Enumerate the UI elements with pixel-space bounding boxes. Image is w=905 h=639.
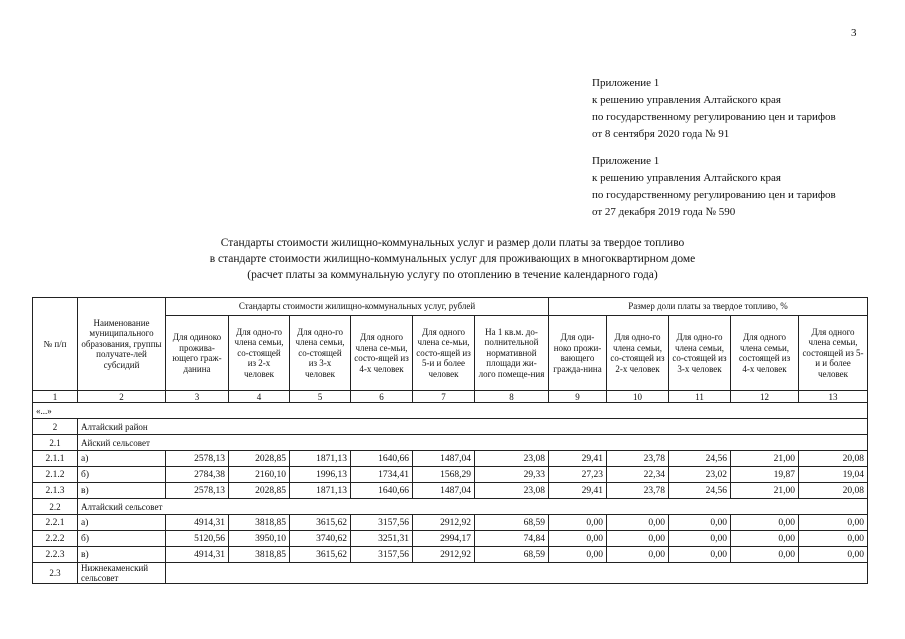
- group-name-cell: б): [78, 531, 166, 547]
- value-cell: 23,02: [669, 467, 731, 483]
- value-cell: 0,00: [607, 515, 669, 531]
- column-number-cell: 8: [475, 391, 549, 403]
- value-cell: 3157,56: [351, 515, 413, 531]
- appendix-line: к решению управления Алтайского края: [592, 94, 781, 106]
- value-cell: 3615,62: [290, 547, 351, 563]
- value-cell: 5120,56: [166, 531, 229, 547]
- table-row: [33, 451, 868, 467]
- header-subcolumn: Для одного члена се-мьи, состо-ящей из 4-х человек: [351, 316, 413, 391]
- value-cell: 3740,62: [290, 531, 351, 547]
- value-cell: 24,56: [669, 451, 731, 467]
- section-name-cell: Алтайский сельсовет: [78, 499, 868, 515]
- column-number-cell: 2: [78, 391, 166, 403]
- value-cell: 24,56: [669, 483, 731, 499]
- table-row: [33, 515, 868, 531]
- column-number-cell: 10: [607, 391, 669, 403]
- value-cell: 1871,13: [290, 451, 351, 467]
- header-subcolumn: На 1 кв.м. до-полнительной нормативной площади жи-лого помеще-ния: [475, 316, 549, 391]
- value-cell: 3615,62: [290, 515, 351, 531]
- section-row: [33, 435, 868, 451]
- appendix-line: Приложение 1: [592, 155, 660, 167]
- value-cell: 19,87: [731, 467, 799, 483]
- header-subcolumn: Для одного члена семьи, состоящей из 4-х человек: [731, 316, 799, 391]
- row-number-cell: 2.1.2: [33, 467, 78, 483]
- value-cell: 2994,17: [413, 531, 475, 547]
- row-number-cell: 2.2.1: [33, 515, 78, 531]
- column-number-cell: 11: [669, 391, 731, 403]
- empty-cell: [166, 563, 868, 584]
- value-cell: 0,00: [669, 531, 731, 547]
- appendix-header-current: [592, 75, 836, 143]
- value-cell: 21,00: [731, 451, 799, 467]
- value-cell: 0,00: [607, 531, 669, 547]
- row-number-cell: 2.2.3: [33, 547, 78, 563]
- value-cell: 29,41: [549, 483, 607, 499]
- value-cell: 0,00: [607, 547, 669, 563]
- header-subcolumn: Для одно-го члена семьи, со-стоящей из 2-х человек: [229, 316, 290, 391]
- page-number: 3: [851, 27, 857, 39]
- table-row: [33, 547, 868, 563]
- value-cell: 1734,41: [351, 467, 413, 483]
- section-row: [33, 563, 868, 584]
- value-cell: 22,34: [607, 467, 669, 483]
- header-subcolumn: Для оди-ноко прожи-вающего гражда-нина: [549, 316, 607, 391]
- column-number-cell: 4: [229, 391, 290, 403]
- document-title: [0, 235, 905, 283]
- value-cell: 20,08: [799, 483, 868, 499]
- value-cell: 0,00: [549, 547, 607, 563]
- value-cell: 0,00: [731, 531, 799, 547]
- value-cell: 2578,13: [166, 451, 229, 467]
- group-name-cell: б): [78, 467, 166, 483]
- section-name-cell: Айский сельсовет: [78, 435, 868, 451]
- value-cell: 0,00: [799, 547, 868, 563]
- value-cell: 4914,31: [166, 515, 229, 531]
- row-number-cell: 2.1.3: [33, 483, 78, 499]
- value-cell: 3818,85: [229, 547, 290, 563]
- value-cell: 74,84: [475, 531, 549, 547]
- group-name-cell: а): [78, 515, 166, 531]
- value-cell: 0,00: [731, 547, 799, 563]
- table-header-row: [33, 298, 868, 316]
- value-cell: 23,78: [607, 451, 669, 467]
- appendix-header-previous: [592, 153, 836, 221]
- value-cell: 0,00: [669, 547, 731, 563]
- header-group-share: Размер доли платы за твердое топливо, %: [549, 298, 868, 316]
- value-cell: 3157,56: [351, 547, 413, 563]
- column-number-cell: 6: [351, 391, 413, 403]
- value-cell: 0,00: [549, 515, 607, 531]
- value-cell: 68,59: [475, 515, 549, 531]
- value-cell: 2160,10: [229, 467, 290, 483]
- title-line: в стандарте стоимости жилищно-коммунальных услуг для проживающих в многоквартирном доме: [209, 253, 696, 265]
- value-cell: 20,08: [799, 451, 868, 467]
- table-column-number-row: [33, 391, 868, 403]
- title-line: Стандарты стоимости жилищно-коммунальных услуг и размер доли платы за твердое топливо: [220, 237, 685, 249]
- value-cell: 1871,13: [290, 483, 351, 499]
- header-col-num: № п/п: [33, 298, 78, 391]
- value-cell: 68,59: [475, 547, 549, 563]
- value-cell: 1487,04: [413, 451, 475, 467]
- value-cell: 27,23: [549, 467, 607, 483]
- value-cell: 2912,92: [413, 515, 475, 531]
- title-line: (расчет платы за коммунальную услугу по отоплению в течение календарного года): [247, 269, 658, 281]
- value-cell: 1487,04: [413, 483, 475, 499]
- header-subcolumn: Для одного члена семьи, состоящей из 5-и и более человек: [799, 316, 868, 391]
- value-cell: 2912,92: [413, 547, 475, 563]
- value-cell: 3950,10: [229, 531, 290, 547]
- value-cell: 29,41: [549, 451, 607, 467]
- group-name-cell: а): [78, 451, 166, 467]
- value-cell: 1568,29: [413, 467, 475, 483]
- value-cell: 2028,85: [229, 483, 290, 499]
- section-name-cell: Нижнекаменский сельсовет: [78, 563, 166, 584]
- column-number-cell: 13: [799, 391, 868, 403]
- ellipsis-row: [33, 403, 868, 419]
- row-number-cell: 2.1: [33, 435, 78, 451]
- section-name-cell: Алтайский район: [78, 419, 868, 435]
- column-number-cell: 3: [166, 391, 229, 403]
- value-cell: 2028,85: [229, 451, 290, 467]
- value-cell: 23,08: [475, 451, 549, 467]
- appendix-line: по государственному регулированию цен и тарифов: [592, 111, 836, 123]
- header-subcolumn: Для одиноко прожива-ющего граж-данина: [166, 316, 229, 391]
- section-row: [33, 499, 868, 515]
- value-cell: 0,00: [731, 515, 799, 531]
- row-number-cell: 2.2.2: [33, 531, 78, 547]
- ellipsis-cell: «...»: [33, 403, 868, 419]
- section-row: [33, 419, 868, 435]
- value-cell: 19,04: [799, 467, 868, 483]
- value-cell: 29,33: [475, 467, 549, 483]
- value-cell: 4914,31: [166, 547, 229, 563]
- column-number-cell: 7: [413, 391, 475, 403]
- value-cell: 23,78: [607, 483, 669, 499]
- header-subcolumn: Для одно-го члена семьи, со-стоящей из 2-х человек: [607, 316, 669, 391]
- table-row: [33, 483, 868, 499]
- row-number-cell: 2.1.1: [33, 451, 78, 467]
- value-cell: 1640,66: [351, 483, 413, 499]
- appendix-line: по государственному регулированию цен и тарифов: [592, 189, 836, 201]
- appendix-line: Приложение 1: [592, 77, 660, 89]
- value-cell: 2784,38: [166, 467, 229, 483]
- header-col-name: Наименование муниципального образования, группы получате-лей субсидий: [78, 298, 166, 391]
- appendix-line: от 27 декабря 2019 года № 590: [592, 206, 736, 218]
- tariff-table: [32, 297, 868, 584]
- header-subcolumn: Для одно-го члена семьи, со-стоящей из 3-х человек: [290, 316, 351, 391]
- value-cell: 2578,13: [166, 483, 229, 499]
- row-number-cell: 2.3: [33, 563, 78, 584]
- column-number-cell: 1: [33, 391, 78, 403]
- value-cell: 0,00: [799, 515, 868, 531]
- value-cell: 3818,85: [229, 515, 290, 531]
- value-cell: 23,08: [475, 483, 549, 499]
- value-cell: 3251,31: [351, 531, 413, 547]
- appendix-line: к решению управления Алтайского края: [592, 172, 781, 184]
- header-subcolumn: Для одно-го члена семьи, со-стоящей из 3-х человек: [669, 316, 731, 391]
- row-number-cell: 2.2: [33, 499, 78, 515]
- header-group-standards: Стандарты стоимости жилищно-коммунальных услуг, рублей: [166, 298, 549, 316]
- value-cell: 21,00: [731, 483, 799, 499]
- value-cell: 1996,13: [290, 467, 351, 483]
- column-number-cell: 5: [290, 391, 351, 403]
- table-row: [33, 531, 868, 547]
- column-number-cell: 9: [549, 391, 607, 403]
- row-number-cell: 2: [33, 419, 78, 435]
- value-cell: 0,00: [669, 515, 731, 531]
- table-row: [33, 467, 868, 483]
- group-name-cell: в): [78, 483, 166, 499]
- column-number-cell: 12: [731, 391, 799, 403]
- value-cell: 1640,66: [351, 451, 413, 467]
- value-cell: 0,00: [799, 531, 868, 547]
- value-cell: 0,00: [549, 531, 607, 547]
- appendix-line: от 8 сентября 2020 года № 91: [592, 128, 730, 140]
- group-name-cell: в): [78, 547, 166, 563]
- header-subcolumn: Для одного члена се-мьи, состо-ящей из 5-и и более человек: [413, 316, 475, 391]
